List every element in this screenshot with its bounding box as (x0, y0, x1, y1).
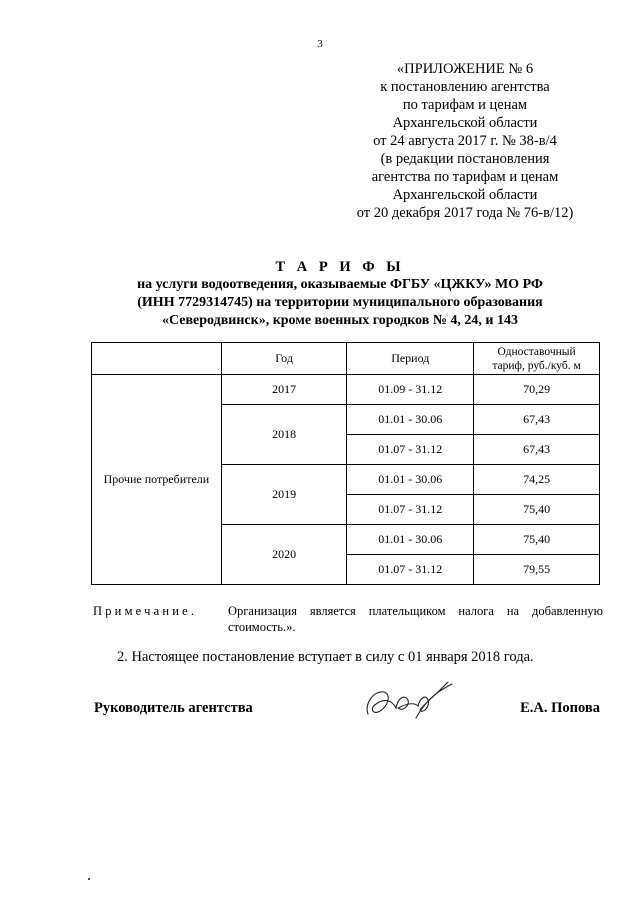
period-cell: 01.07 - 31.12 (347, 555, 474, 585)
header-year: Год (221, 343, 347, 375)
year-cell: 2017 (221, 375, 347, 405)
appendix-line: от 24 августа 2017 г. № 38-в/4 (373, 133, 557, 149)
header-category (92, 343, 222, 375)
tariff-cell: 79,55 (474, 555, 600, 585)
year-cell: 2019 (221, 465, 347, 525)
tariff-cell: 67,43 (474, 405, 600, 435)
tariff-cell: 67,43 (474, 435, 600, 465)
appendix-line: Архангельской области (392, 115, 538, 131)
appendix-header (330, 60, 600, 222)
appendix-line: от 20 декабря 2017 года № 76-в/12) (356, 205, 574, 221)
period-cell: 01.07 - 31.12 (347, 495, 474, 525)
period-cell: 01.01 - 30.06 (347, 405, 474, 435)
appendix-line: по тарифам и ценам (402, 97, 528, 113)
signatory-name: Е.А. Попова (520, 700, 600, 716)
year-cell: 2020 (221, 525, 347, 585)
appendix-line: (в редакции постановления (380, 151, 550, 167)
handwritten-signature (362, 678, 462, 726)
document-title-block (60, 258, 620, 330)
subtitle-line: «Северодвинск», кроме военных городков № 4, 24, и 143 (162, 313, 518, 328)
tariff-cell: 75,40 (474, 525, 600, 555)
document-title: Т А Р И Ф Ы (275, 259, 405, 275)
table-header-row (92, 343, 600, 375)
header-tariff-line2: тариф, руб./куб. м (492, 359, 581, 372)
note-text: Организация является плательщиком налога на добавленную стоимость.». (228, 604, 603, 634)
period-cell: 01.09 - 31.12 (347, 375, 474, 405)
header-tariff (474, 343, 600, 375)
period-cell: 01.01 - 30.06 (347, 525, 474, 555)
note-label: Примечание. (93, 604, 198, 618)
signatory-role: Руководитель агентства (94, 700, 253, 716)
tariff-cell: 74,25 (474, 465, 600, 495)
header-period: Период (347, 343, 474, 375)
effective-date-clause: 2. Настоящее постановление вступает в силу с 01 января 2018 года. (117, 649, 534, 665)
scan-speck (88, 878, 90, 880)
table-row (92, 375, 600, 405)
signature-line (94, 700, 600, 720)
subtitle-line: на услуги водоотведения, оказываемые ФГБУ «ЦЖКУ» МО РФ (137, 277, 543, 292)
page-number: 3 (317, 38, 323, 50)
appendix-line: агентства по тарифам и ценам (371, 169, 559, 185)
year-cell: 2018 (221, 405, 347, 465)
tariff-table (91, 342, 600, 585)
appendix-line: к постановлению агентства (380, 79, 550, 95)
subtitle-line: (ИНН 7729314745) на территории муниципального образования (137, 295, 543, 310)
appendix-line: «ПРИЛОЖЕНИЕ № 6 (396, 61, 534, 77)
category-cell: Прочие потребители (92, 375, 222, 585)
period-cell: 01.07 - 31.12 (347, 435, 474, 465)
tariff-cell: 75,40 (474, 495, 600, 525)
period-cell: 01.01 - 30.06 (347, 465, 474, 495)
tariff-cell: 70,29 (474, 375, 600, 405)
header-tariff-line1: Одноставочный (497, 345, 576, 358)
appendix-line: Архангельской области (392, 187, 538, 203)
